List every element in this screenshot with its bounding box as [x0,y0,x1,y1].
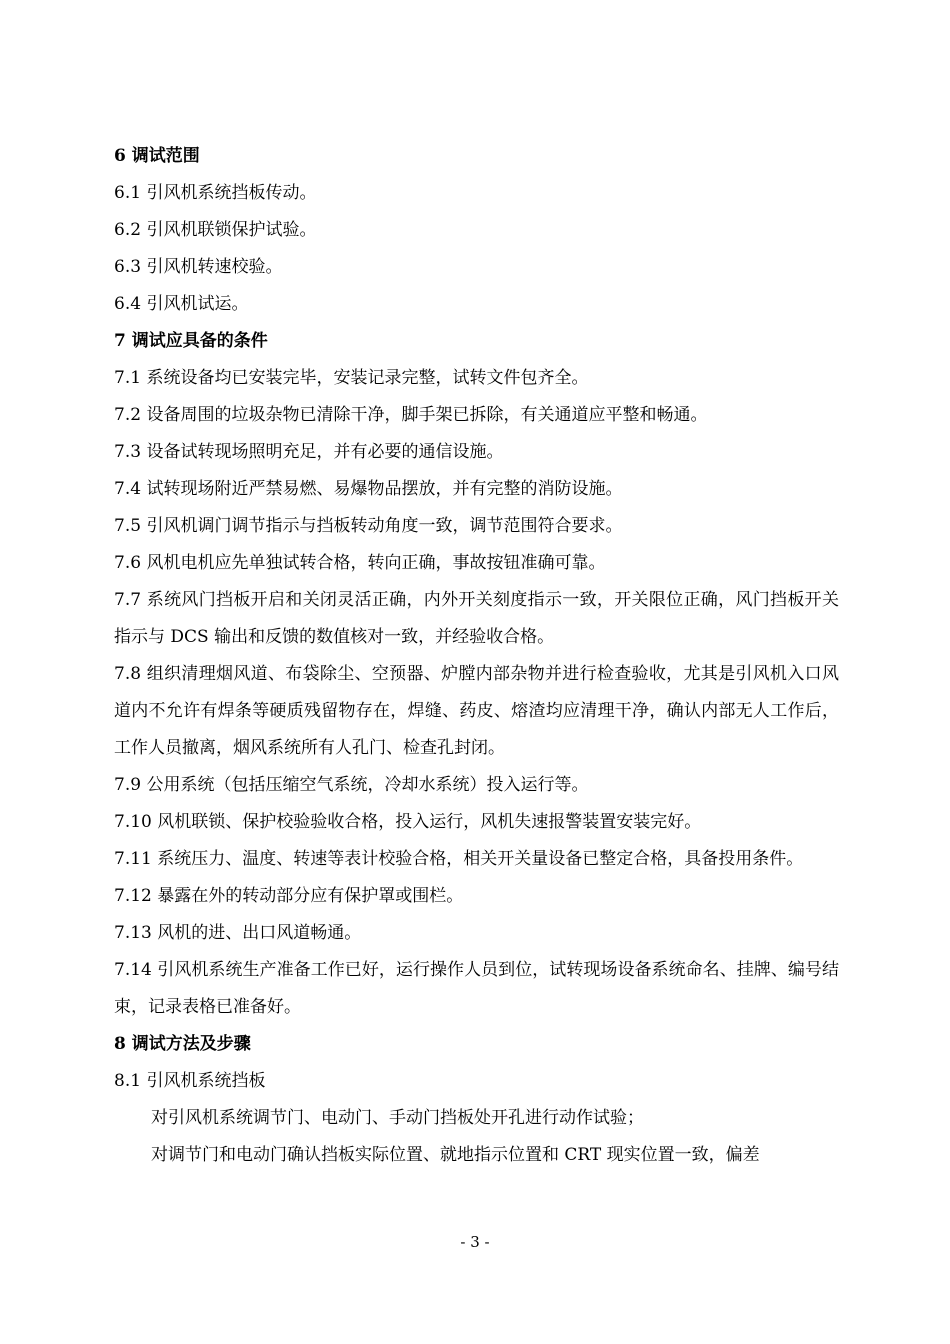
item-6-3: 6.3 引风机转速校验。 [114,257,283,277]
document-body [114,138,844,1174]
item-7-12: 7.12 暴露在外的转动部分应有保护罩或围栏。 [114,886,464,906]
item-8-1: 8.1 引风机系统挡板 [114,1071,266,1091]
paragraph-8-1-b: 对调节门和电动门确认挡板实际位置、就地指示位置和 CRT 现实位置一致，偏差 [151,1145,760,1165]
paragraph-8-1-a: 对引风机系统调节门、电动门、手动门挡板处开孔进行动作试验； [151,1108,644,1128]
item-7-6: 7.6 风机电机应先单独试转合格，转向正确，事故按钮准确可靠。 [114,553,606,573]
item-7-13: 7.13 风机的进、出口风道畅通。 [114,923,362,943]
section-heading-6: 6 调试范围 [114,146,200,166]
item-7-10: 7.10 风机联锁、保护校验验收合格，投入运行，风机失速报警装置安装完好。 [114,812,702,832]
item-7-9: 7.9 公用系统（包括压缩空气系统，冷却水系统）投入运行等。 [114,775,589,795]
item-6-4: 6.4 引风机试运。 [114,294,249,314]
item-7-14: 7.14 引风机系统生产准备工作已好，运行操作人员到位，试转现场设备系统命名、挂牌、编号结束，记录表格已准备好。 [114,960,839,1017]
item-6-1: 6.1 引风机系统挡板传动。 [114,183,317,203]
section-heading-7: 7 调试应具备的条件 [114,331,268,351]
item-7-8: 7.8 组织清理烟风道、布袋除尘、空预器、炉膛内部杂物并进行检查验收，尤其是引风机入口风道内不允许有焊条等硬质残留物存在，焊缝、药皮、熔渣均应清理干净，确认内部无人工作后，工作人员撤离，烟风系统所有人孔门、检查孔封闭。 [114,664,839,758]
item-7-2: 7.2 设备周围的垃圾杂物已清除干净，脚手架已拆除，有关通道应平整和畅通。 [114,405,708,425]
item-7-5: 7.5 引风机调门调节指示与挡板转动角度一致，调节范围符合要求。 [114,516,623,536]
item-7-4: 7.4 试转现场附近严禁易燃、易爆物品摆放，并有完整的消防设施。 [114,479,623,499]
page-number: - 3 - [460,1233,490,1251]
section-heading-8: 8 调试方法及步骤 [114,1034,251,1054]
item-7-1: 7.1 系统设备均已安装完毕，安装记录完整，试转文件包齐全。 [114,368,589,388]
item-6-2: 6.2 引风机联锁保护试验。 [114,220,317,240]
item-7-11: 7.11 系统压力、温度、转速等表计校验合格，相关开关量设备已整定合格，具备投用条件。 [114,849,804,869]
item-7-7: 7.7 系统风门挡板开启和关闭灵活正确，内外开关刻度指示一致，开关限位正确，风门挡板开关指示与 DCS 输出和反馈的数值核对一致，并经验收合格。 [114,590,839,647]
item-7-3: 7.3 设备试转现场照明充足，并有必要的通信设施。 [114,442,504,462]
